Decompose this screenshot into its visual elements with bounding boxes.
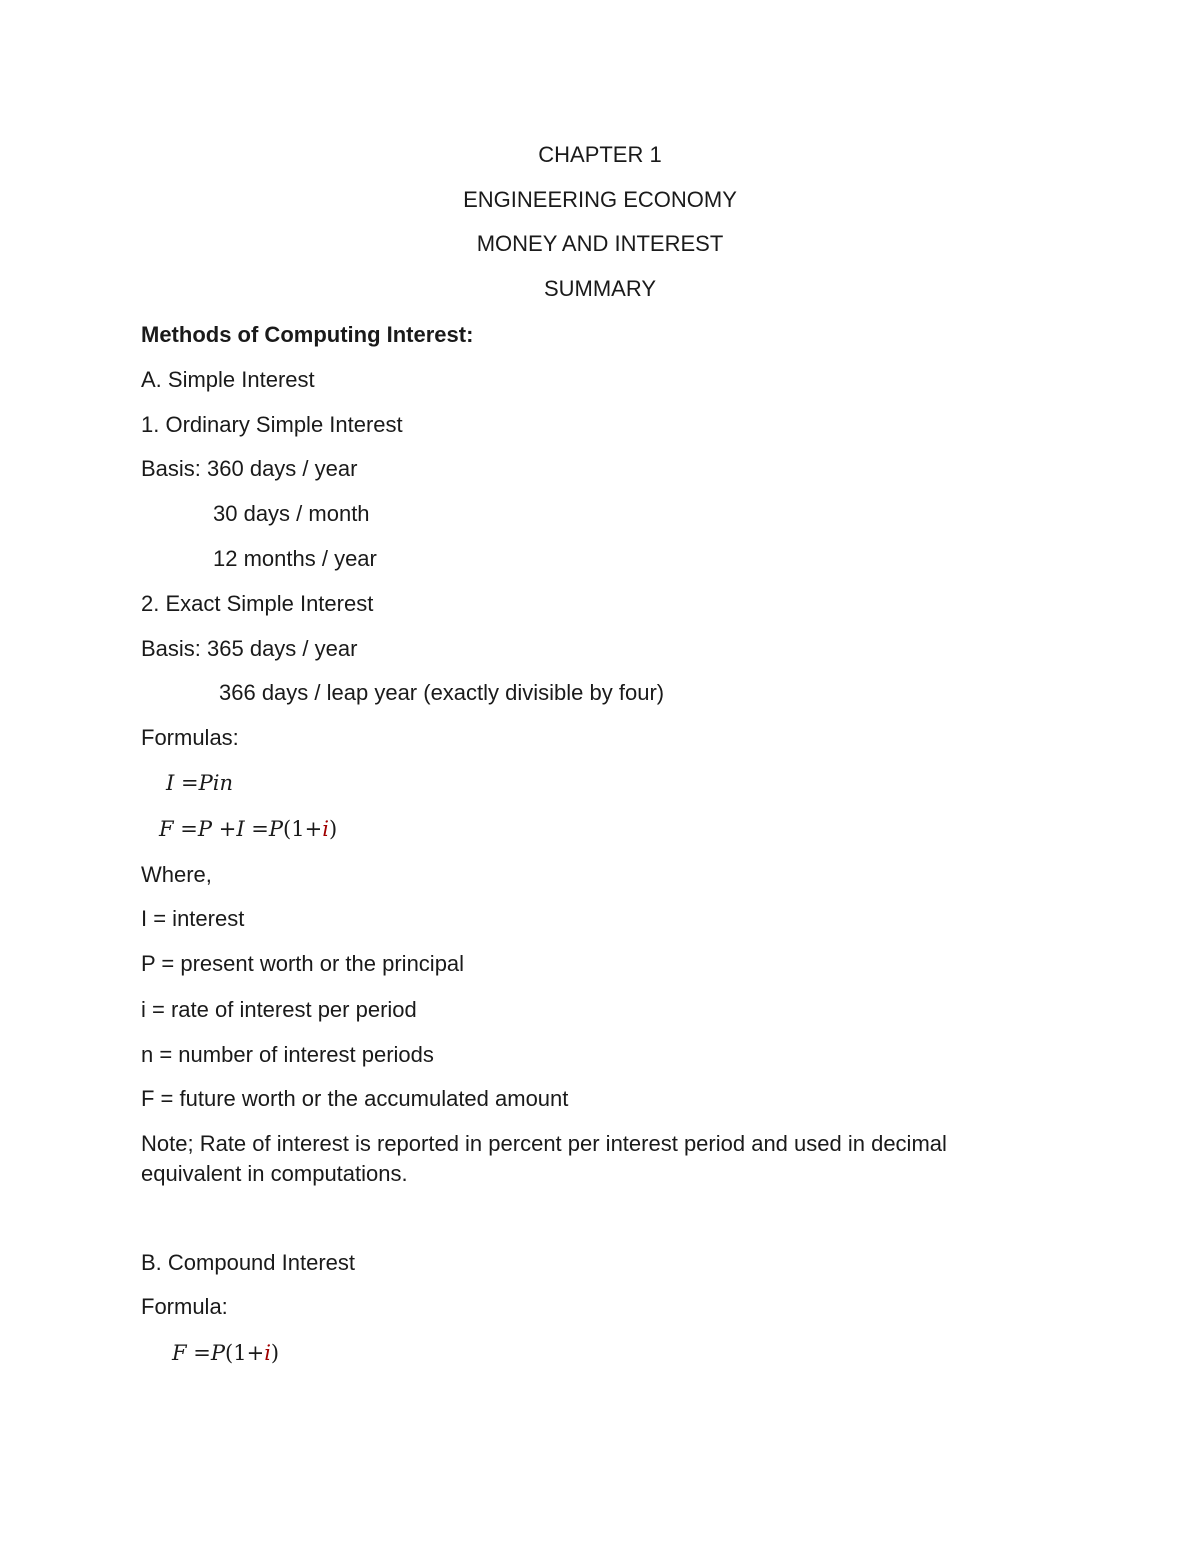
formula-symbol: I xyxy=(166,771,175,795)
formula-operator: + xyxy=(246,1341,265,1365)
definition-future-worth: F = future worth or the accumulated amount xyxy=(141,1086,569,1111)
ordinary-basis-months-year: 12 months / year xyxy=(213,546,377,571)
formula-paren: ( xyxy=(283,817,292,841)
chapter-title: CHAPTER 1 xyxy=(538,142,662,167)
formula-symbol: P xyxy=(210,1341,226,1365)
formulas-label: Formulas: xyxy=(141,725,239,750)
formula-rate-symbol: i xyxy=(264,1341,271,1365)
formula-symbol: P xyxy=(197,817,213,841)
formula-paren: ) xyxy=(270,1341,280,1365)
formula-operator: = xyxy=(180,817,198,841)
definition-principal: P = present worth or the principal xyxy=(141,951,465,976)
formula-compound-interest xyxy=(172,1338,279,1368)
formula-operator: + xyxy=(218,817,237,841)
ordinary-simple-heading: 1. Ordinary Simple Interest xyxy=(141,412,403,437)
formula-symbol: P xyxy=(268,817,284,841)
definition-rate: i = rate of interest per period xyxy=(141,997,417,1022)
formula-operator: = xyxy=(251,817,269,841)
exact-simple-heading: 2. Exact Simple Interest xyxy=(141,591,374,616)
formula-number: 1 xyxy=(233,1341,247,1365)
definition-periods: n = number of interest periods xyxy=(141,1042,434,1067)
exact-basis-year: Basis: 365 days / year xyxy=(141,636,358,661)
methods-heading: Methods of Computing Interest: xyxy=(141,322,474,347)
definition-interest: I = interest xyxy=(141,906,245,931)
formula-symbol: F xyxy=(159,817,174,841)
formula-future-worth-simple xyxy=(159,814,337,844)
exact-basis-leap-year: 366 days / leap year (exactly divisible by four) xyxy=(219,680,665,705)
formula-rate-symbol: i xyxy=(322,817,329,841)
subject-title: ENGINEERING ECONOMY xyxy=(463,187,737,212)
formula-paren: ) xyxy=(328,817,338,841)
simple-interest-heading: A. Simple Interest xyxy=(141,367,315,392)
formula-simple-interest xyxy=(166,768,233,798)
formula-symbol: Pin xyxy=(198,771,233,795)
formula-symbol: I xyxy=(236,817,245,841)
compound-interest-heading: B. Compound Interest xyxy=(141,1250,356,1275)
formula-operator: = xyxy=(193,1341,211,1365)
rate-note: Note; Rate of interest is reported in percent per interest period and used in decimal equivalent in computations. xyxy=(141,1131,947,1186)
ordinary-basis-month: 30 days / month xyxy=(213,501,370,526)
topic-title: MONEY AND INTEREST xyxy=(476,231,724,256)
compound-formula-label: Formula: xyxy=(141,1294,228,1319)
formula-paren: ( xyxy=(225,1341,234,1365)
formula-number: 1 xyxy=(291,817,305,841)
ordinary-basis-year: Basis: 360 days / year xyxy=(141,456,358,481)
formula-operator: = xyxy=(180,771,199,795)
section-title: SUMMARY xyxy=(543,276,657,301)
formula-operator: + xyxy=(304,817,323,841)
formula-symbol: F xyxy=(172,1341,187,1365)
where-label: Where, xyxy=(141,862,212,887)
